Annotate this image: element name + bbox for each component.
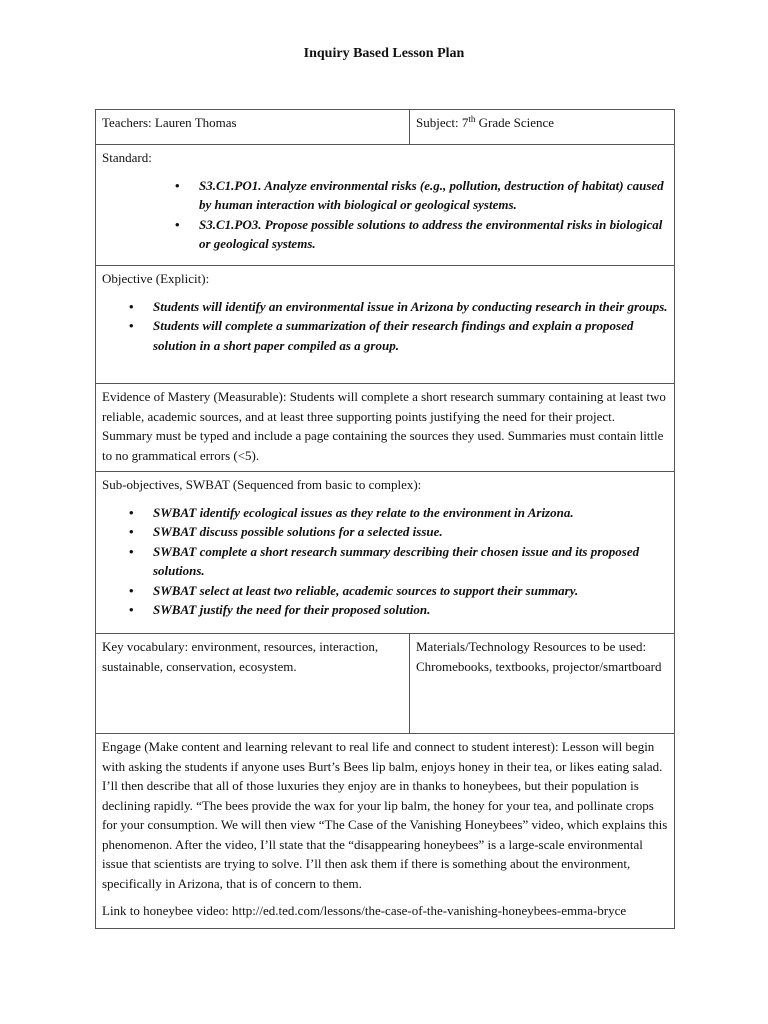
teachers-label: Teachers:: [102, 115, 152, 130]
subobjectives-cell: [96, 472, 675, 634]
subject-cell: [410, 110, 675, 145]
objective-label: Objective (Explicit):: [102, 271, 210, 286]
standard-list: [171, 176, 668, 254]
mastery-cell: [96, 384, 675, 472]
standard-item: • S3.C1.PO1. Analyze environmental risks (e.g., pollution, destruction of habitat) caused by human interaction with biological or geological systems.: [171, 176, 668, 215]
vocabulary-text: Key vocabulary: environment, resources, interaction, sustainable, conservation, ecosystem.: [102, 639, 379, 674]
lesson-plan-table: [95, 109, 675, 929]
subobjective-item: • SWBAT identify ecological issues as they relate to the environment in Arizona.: [125, 503, 668, 523]
materials-text: Materials/Technology Resources to be used: Chromebooks, textbooks, projector/smartboard: [416, 639, 662, 674]
objective-cell: [96, 266, 675, 384]
objective-list: [125, 297, 668, 356]
page-title: Inquiry Based Lesson Plan: [303, 46, 465, 61]
teachers-value: Lauren Thomas: [154, 115, 237, 130]
standard-label: Standard:: [102, 150, 152, 165]
objective-item: • Students will identify an environmental issue in Arizona by conducting research in their groups.: [125, 297, 668, 317]
engage-text: Engage (Make content and learning relevant to real life and connect to student interest): Lesson will begin with asking the students if anyone uses Burt’s Bees lip balm, enjoys honey in their tea, or likes eating salad. I’ll then describe that all of those luxuries they enjoy are in thanks to honeybees, but their population is declining rapidly. “The bees provide the wax for your lip balm, the honey for your tea, and pollinate crops for your consumption. We will then view “The Case of the Vanishing Honeybees” video, which explains this phenomenon. After the video, I’ll state that the “disappearing honeybees” is a large-scale environmental issue that scientists are trying to solve. I’ll then ask them if there is something about the environment, specifically in Arizona, that is of concern to them.: [102, 739, 668, 891]
subject-prefix: Subject: 7: [416, 115, 469, 130]
subobjectives-list: [125, 503, 668, 620]
materials-cell: [410, 634, 675, 734]
subobjective-item: • SWBAT select at least two reliable, academic sources to support their summary.: [125, 581, 668, 601]
subobjective-item: • SWBAT justify the need for their proposed solution.: [125, 600, 668, 620]
video-link[interactable]: Link to honeybee video: http://ed.ted.com/lessons/the-case-of-the-vanishing-honeybees-emma-bryce: [102, 903, 627, 918]
objective-item: • Students will complete a summarization of their research findings and explain a proposed solution in a short paper compiled as a group.: [125, 316, 668, 355]
engage-cell: [96, 734, 675, 929]
subject-suffix: Grade Science: [475, 115, 555, 130]
subobjective-item: • SWBAT complete a short research summary describing their chosen issue and its proposed solutions.: [125, 542, 668, 581]
standard-item: • S3.C1.PO3. Propose possible solutions to address the environmental risks in biological or geological systems.: [171, 215, 668, 254]
mastery-text: Evidence of Mastery (Measurable): Students will complete a short research summary containing at least two reliable, academic sources, and at least three supporting points justifying the need for their project. Summary must be typed and include a page containing the sources they used. Summaries must contain little to no grammatical errors (<5).: [102, 389, 666, 463]
teachers-cell: [96, 110, 410, 145]
subobjective-item: • SWBAT discuss possible solutions for a selected issue.: [125, 522, 668, 542]
subject-sup: th: [468, 114, 476, 124]
vocabulary-cell: [96, 634, 410, 734]
subobjectives-label: Sub-objectives, SWBAT (Sequenced from basic to complex):: [102, 477, 422, 492]
standard-cell: [96, 145, 675, 266]
